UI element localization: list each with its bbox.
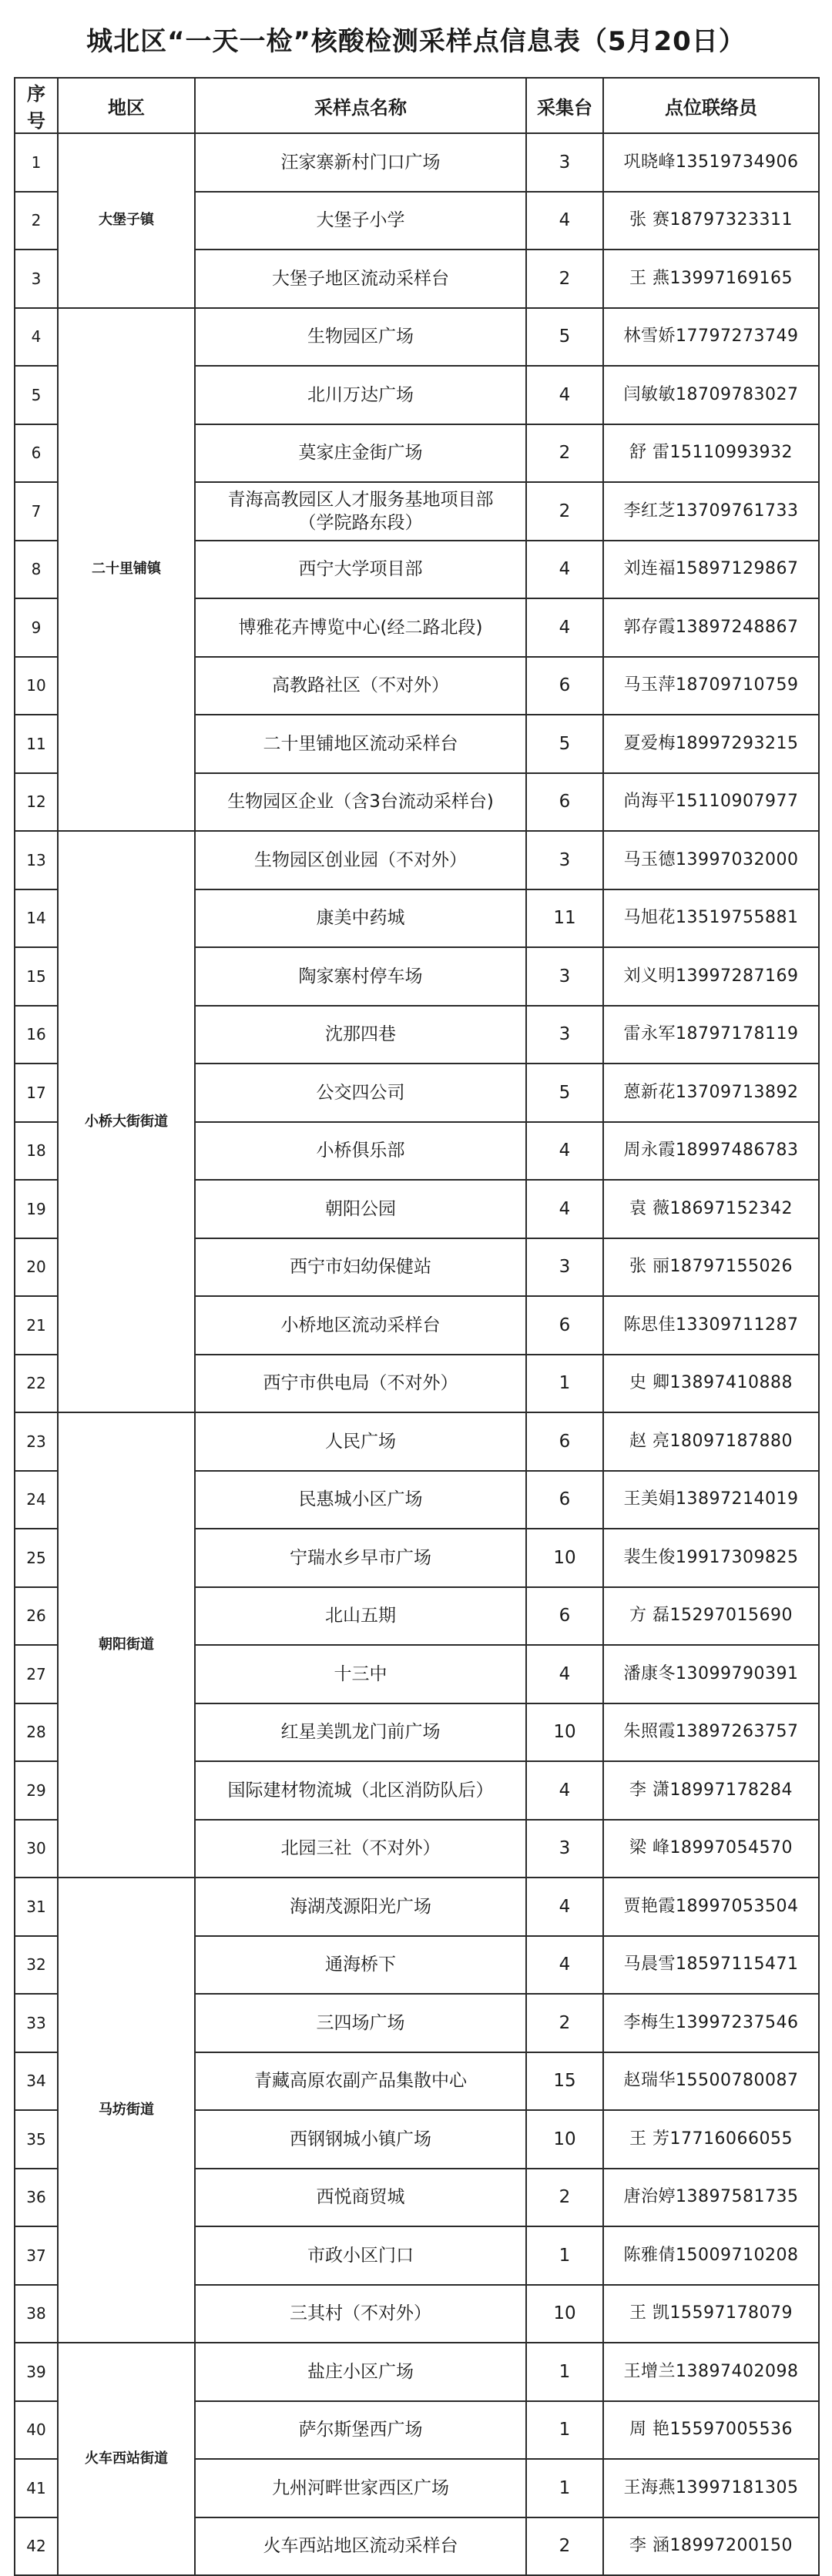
row-index: 7 [15,482,58,541]
site-name: 人民广场 [195,1412,526,1471]
station-count: 15 [526,2052,603,2111]
row-index: 31 [15,1878,58,1936]
contact-person: 刘连福15897129867 [603,541,819,599]
contact-person: 赵 亮18097187880 [603,1412,819,1471]
station-count: 1 [526,2343,603,2401]
site-name: 红星美凯龙门前广场 [195,1703,526,1762]
table-row [15,1878,819,1936]
table-row [15,133,819,192]
contact-person: 王增兰13897402098 [603,2343,819,2401]
row-index: 34 [15,2052,58,2111]
station-count: 10 [526,2285,603,2343]
contact-person: 朱照霞13897263757 [603,1703,819,1762]
table-header-row [15,78,819,133]
site-name: 陶家寨村停车场 [195,947,526,1006]
contact-person: 马旭花13519755881 [603,889,819,948]
station-count: 3 [526,947,603,1006]
contact-person: 闫敏敏18709783027 [603,366,819,424]
table-row [15,308,819,367]
row-index: 30 [15,1820,58,1878]
region-cell: 火车西站街道 [58,2343,195,2575]
row-index: 2 [15,192,58,250]
site-name: 高教路社区（不对外） [195,657,526,715]
row-index: 10 [15,657,58,715]
station-count: 1 [526,2226,603,2285]
site-name: 通海桥下 [195,1936,526,1995]
site-name: 三四场广场 [195,1994,526,2052]
contact-person: 陈雅倩15009710208 [603,2226,819,2285]
contact-person: 袁 薇18697152342 [603,1180,819,1238]
row-index: 6 [15,424,58,483]
station-count: 2 [526,482,603,541]
station-count: 6 [526,773,603,832]
row-index: 25 [15,1529,58,1587]
contact-person: 张 丽18797155026 [603,1238,819,1297]
station-count: 4 [526,1180,603,1238]
station-count: 10 [526,1703,603,1762]
row-index: 32 [15,1936,58,1995]
site-name: 西悦商贸城 [195,2169,526,2227]
row-index: 13 [15,831,58,889]
contact-person: 王 燕13997169165 [603,250,819,308]
table-row [15,1412,819,1471]
contact-person: 王 凯15597178079 [603,2285,819,2343]
station-count: 2 [526,424,603,483]
row-index: 36 [15,2169,58,2227]
contact-person: 马晨雪18597115471 [603,1936,819,1995]
station-count: 3 [526,831,603,889]
row-index: 8 [15,541,58,599]
site-name: 大堡子地区流动采样台 [195,250,526,308]
region-cell: 马坊街道 [58,1878,195,2343]
row-index: 18 [15,1122,58,1181]
station-count: 3 [526,1820,603,1878]
row-index: 16 [15,1006,58,1064]
site-name: 国际建材物流城（北区消防队后） [195,1761,526,1820]
station-count: 4 [526,1645,603,1703]
contact-person: 裴生俊19917309825 [603,1529,819,1587]
row-index: 40 [15,2401,58,2460]
contact-person: 周 艳15597005536 [603,2401,819,2460]
contact-person: 巩晓峰13519734906 [603,133,819,192]
contact-person: 陈思佳13309711287 [603,1296,819,1355]
contact-person: 史 卿13897410888 [603,1355,819,1413]
row-index: 28 [15,1703,58,1762]
contact-person: 王美娟13897214019 [603,1471,819,1529]
site-name: 盐庄小区广场 [195,2343,526,2401]
site-name: 火车西站地区流动采样台 [195,2517,526,2576]
row-index: 23 [15,1412,58,1471]
site-name: 生物园区创业园（不对外） [195,831,526,889]
row-index: 15 [15,947,58,1006]
station-count: 4 [526,1878,603,1936]
row-index: 38 [15,2285,58,2343]
site-name: 九州河畔世家西区广场 [195,2459,526,2517]
contact-person: 周永霞18997486783 [603,1122,819,1181]
station-count: 1 [526,2401,603,2460]
site-name: 博雅花卉博览中心(经二路北段) [195,598,526,657]
station-count: 4 [526,1122,603,1181]
site-name: 二十里铺地区流动采样台 [195,715,526,773]
row-index: 42 [15,2517,58,2576]
contact-person: 李 潇18997178284 [603,1761,819,1820]
site-name: 西宁大学项目部 [195,541,526,599]
row-index: 21 [15,1296,58,1355]
station-count: 2 [526,1994,603,2052]
site-name: 宁瑞水乡早市广场 [195,1529,526,1587]
row-index: 19 [15,1180,58,1238]
station-count: 6 [526,657,603,715]
station-count: 5 [526,308,603,367]
contact-person: 赵瑞华15500780087 [603,2052,819,2111]
site-name: 北川万达广场 [195,366,526,424]
row-index: 4 [15,308,58,367]
header-index: 序号 [15,78,58,133]
site-name: 大堡子小学 [195,192,526,250]
contact-person: 夏爱梅18997293215 [603,715,819,773]
station-count: 4 [526,366,603,424]
row-index: 3 [15,250,58,308]
station-count: 6 [526,1296,603,1355]
site-name: 汪家寨新村门口广场 [195,133,526,192]
contact-person: 潘康冬13099790391 [603,1645,819,1703]
contact-person: 雷永军18797178119 [603,1006,819,1064]
row-index: 11 [15,715,58,773]
contact-person: 蒽新花13709713892 [603,1064,819,1122]
site-name: 北园三社（不对外） [195,1820,526,1878]
row-index: 39 [15,2343,58,2401]
contact-person: 刘义明13997287169 [603,947,819,1006]
station-count: 10 [526,1529,603,1587]
site-name: 莫家庄金街广场 [195,424,526,483]
station-count: 3 [526,1238,603,1297]
site-name: 民惠城小区广场 [195,1471,526,1529]
site-name: 海湖茂源阳光广场 [195,1878,526,1936]
contact-person: 唐治婷13897581735 [603,2169,819,2227]
region-cell: 大堡子镇 [58,133,195,308]
row-index: 35 [15,2110,58,2169]
contact-person: 方 磊15297015690 [603,1587,819,1646]
row-index: 24 [15,1471,58,1529]
site-name: 青藏高原农副产品集散中心 [195,2052,526,2111]
row-index: 29 [15,1761,58,1820]
contact-person: 舒 雷15110993932 [603,424,819,483]
row-index: 33 [15,1994,58,2052]
station-count: 5 [526,715,603,773]
row-index: 9 [15,598,58,657]
station-count: 4 [526,192,603,250]
row-index: 37 [15,2226,58,2285]
site-name: 公交四公司 [195,1064,526,1122]
row-index: 14 [15,889,58,948]
row-index: 22 [15,1355,58,1413]
contact-person: 马玉萍18709710759 [603,657,819,715]
header-stations: 采集台 [526,78,603,133]
site-name: 小桥俱乐部 [195,1122,526,1181]
site-name: 西宁市妇幼保健站 [195,1238,526,1297]
row-index: 41 [15,2459,58,2517]
contact-person: 王 芳17716066055 [603,2110,819,2169]
contact-person: 李梅生13997237546 [603,1994,819,2052]
contact-person: 林雪娇17797273749 [603,308,819,367]
station-count: 6 [526,1471,603,1529]
header-region: 地区 [58,78,195,133]
contact-person: 贾艳霞18997053504 [603,1878,819,1936]
row-index: 5 [15,366,58,424]
contact-person: 马玉德13997032000 [603,831,819,889]
sampling-sites-table [14,77,820,2576]
region-cell: 二十里铺镇 [58,308,195,832]
station-count: 10 [526,2110,603,2169]
table-row [15,2343,819,2401]
site-name: 康美中药城 [195,889,526,948]
table-row [15,831,819,889]
site-name: 市政小区门口 [195,2226,526,2285]
station-count: 4 [526,598,603,657]
site-name: 朝阳公园 [195,1180,526,1238]
row-index: 27 [15,1645,58,1703]
station-count: 6 [526,1587,603,1646]
row-index: 17 [15,1064,58,1122]
site-name: 西宁市供电局（不对外） [195,1355,526,1413]
contact-person: 郭存霞13897248867 [603,598,819,657]
station-count: 3 [526,133,603,192]
contact-person: 李 涵18997200150 [603,2517,819,2576]
site-name: 西钢钢城小镇广场 [195,2110,526,2169]
station-count: 4 [526,1936,603,1995]
page-title: 城北区“一天一检”核酸检测采样点信息表（5月20日） [86,25,746,57]
contact-person: 尚海平15110907977 [603,773,819,832]
region-cell: 小桥大街街道 [58,831,195,1412]
header-contact: 点位联络员 [603,78,819,133]
contact-person: 王海燕13997181305 [603,2459,819,2517]
site-name: 生物园区企业（含3台流动采样台) [195,773,526,832]
site-name: 三其村（不对外） [195,2285,526,2343]
station-count: 11 [526,889,603,948]
station-count: 2 [526,2517,603,2576]
region-cell: 朝阳街道 [58,1412,195,1878]
station-count: 4 [526,1761,603,1820]
station-count: 5 [526,1064,603,1122]
site-name: 十三中 [195,1645,526,1703]
station-count: 2 [526,250,603,308]
station-count: 3 [526,1006,603,1064]
site-name: 小桥地区流动采样台 [195,1296,526,1355]
row-index: 1 [15,133,58,192]
station-count: 1 [526,2459,603,2517]
site-name: 青海高教园区人才服务基地项目部 （学院路东段） [195,482,526,541]
contact-person: 李红芝13709761733 [603,482,819,541]
station-count: 6 [526,1412,603,1471]
site-name: 沈那四巷 [195,1006,526,1064]
site-name: 北山五期 [195,1587,526,1646]
site-name: 萨尔斯堡西广场 [195,2401,526,2460]
station-count: 4 [526,541,603,599]
row-index: 26 [15,1587,58,1646]
contact-person: 张 赛18797323311 [603,192,819,250]
row-index: 20 [15,1238,58,1297]
contact-person: 梁 峰18997054570 [603,1820,819,1878]
site-name: 生物园区广场 [195,308,526,367]
table-body [15,133,819,2575]
header-site-name: 采样点名称 [195,78,526,133]
row-index: 12 [15,773,58,832]
station-count: 1 [526,1355,603,1413]
station-count: 2 [526,2169,603,2227]
